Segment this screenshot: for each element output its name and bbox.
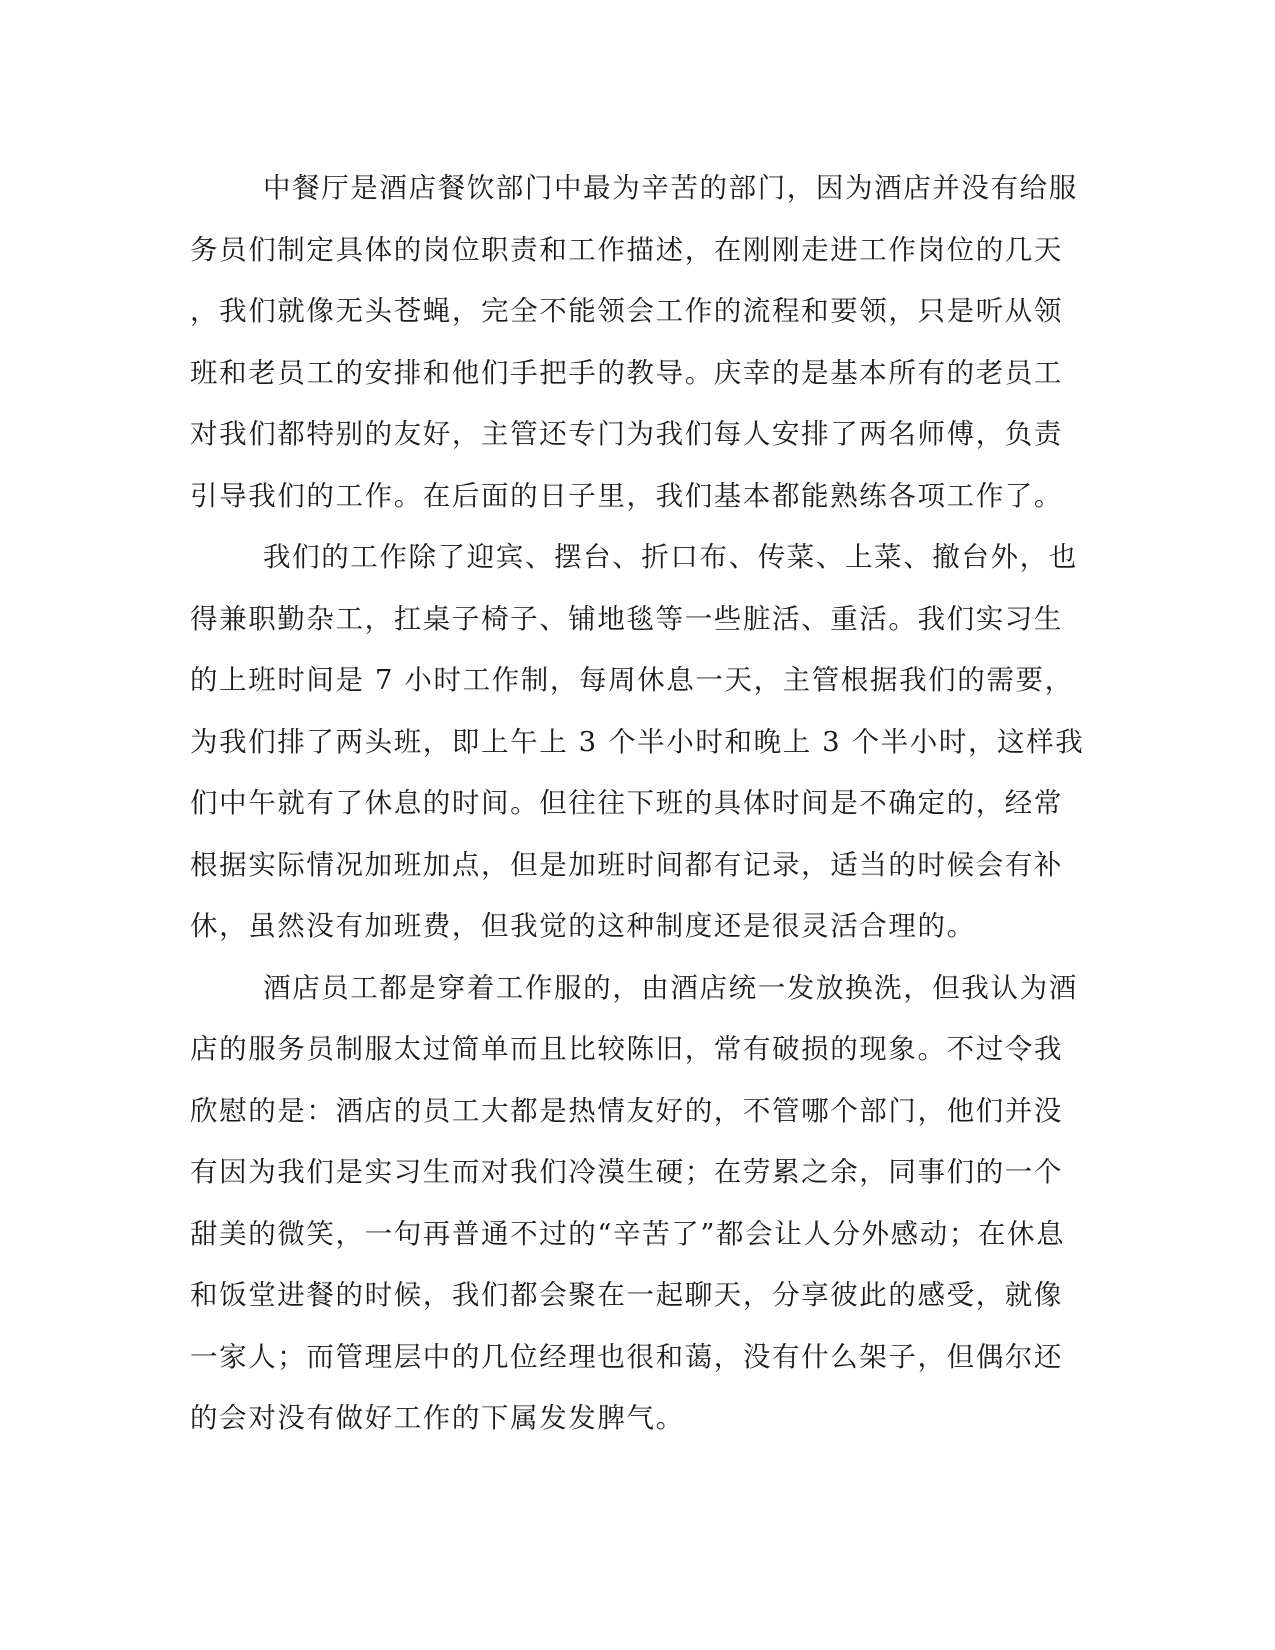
paragraph-line: 和饭堂进餐的时候，我们都会聚在一起聊天，分享彼此的感受，就像 bbox=[190, 1279, 1063, 1311]
paragraph-line: 欣慰的是：酒店的员工大都是热情友好的，不管哪个部门，他们并没 bbox=[190, 1094, 1063, 1127]
paragraph-line: 务员们制定具体的岗位职责和工作描述，在刚刚走进工作岗位的几天 bbox=[190, 233, 1063, 266]
paragraph-line: 我们的工作除了迎宾、摆台、折口布、传菜、上菜、撤台外，也 bbox=[263, 541, 1078, 573]
paragraph-line: 有因为我们是实习生而对我们冷漠生硬；在劳累之余，同事们的一个 bbox=[190, 1156, 1063, 1188]
paragraph-1 bbox=[190, 158, 1078, 527]
paragraph-line: 班和老员工的安排和他们手把手的教导。庆幸的是基本所有的老员工 bbox=[190, 356, 1063, 389]
document-body bbox=[190, 158, 1085, 1450]
paragraph-line: 甜美的微笑，一句再普通不过的“辛苦了”都会让人分外感动；在休息 bbox=[190, 1217, 1066, 1250]
paragraph-2 bbox=[190, 527, 1085, 958]
paragraph-line: 的会对没有做好工作的下属发发脾气。 bbox=[190, 1402, 685, 1434]
paragraph-line: 对我们都特别的友好，主管还专门为我们每人安排了两名师傅，负责 bbox=[190, 418, 1063, 450]
paragraph-line: 得兼职勤杂工，扛桌子椅子、铺地毯等一些脏活、重活。我们实习生 bbox=[190, 602, 1063, 635]
paragraph-line: 的上班时间是 7 小时工作制，每周休息一天，主管根据我们的需要， bbox=[190, 664, 1074, 696]
paragraph-line: 店的服务员制服太过简单而且比较陈旧，常有破损的现象。不过令我 bbox=[190, 1033, 1063, 1065]
paragraph-line: ，我们就像无头苍蝇，完全不能领会工作的流程和要领，只是听从领 bbox=[190, 295, 1063, 327]
paragraph-line: 为我们排了两头班，即上午上 3 个半小时和晚上 3 个半小时，这样我 bbox=[190, 725, 1085, 758]
paragraph-line: 引导我们的工作。在后面的日子里，我们基本都能熟练各项工作了。 bbox=[190, 479, 1063, 512]
paragraph-line: 根据实际情况加班加点，但是加班时间都有记录，适当的时候会有补 bbox=[190, 848, 1063, 881]
paragraph-line: 中餐厅是酒店餐饮部门中最为辛苦的部门，因为酒店并没有给服 bbox=[263, 172, 1078, 204]
paragraph-line: 酒店员工都是穿着工作服的，由酒店统一发放换洗，但我认为酒 bbox=[263, 971, 1078, 1004]
paragraph-line: 休，虽然没有加班费，但我觉的这种制度还是很灵活合理的。 bbox=[190, 910, 976, 942]
paragraph-line: 们中午就有了休息的时间。但往往下班的具体时间是不确定的，经常 bbox=[190, 787, 1063, 819]
paragraph-3 bbox=[190, 958, 1078, 1450]
paragraph-line: 一家人；而管理层中的几位经理也很和蔼，没有什么架子，但偶尔还 bbox=[190, 1340, 1063, 1373]
